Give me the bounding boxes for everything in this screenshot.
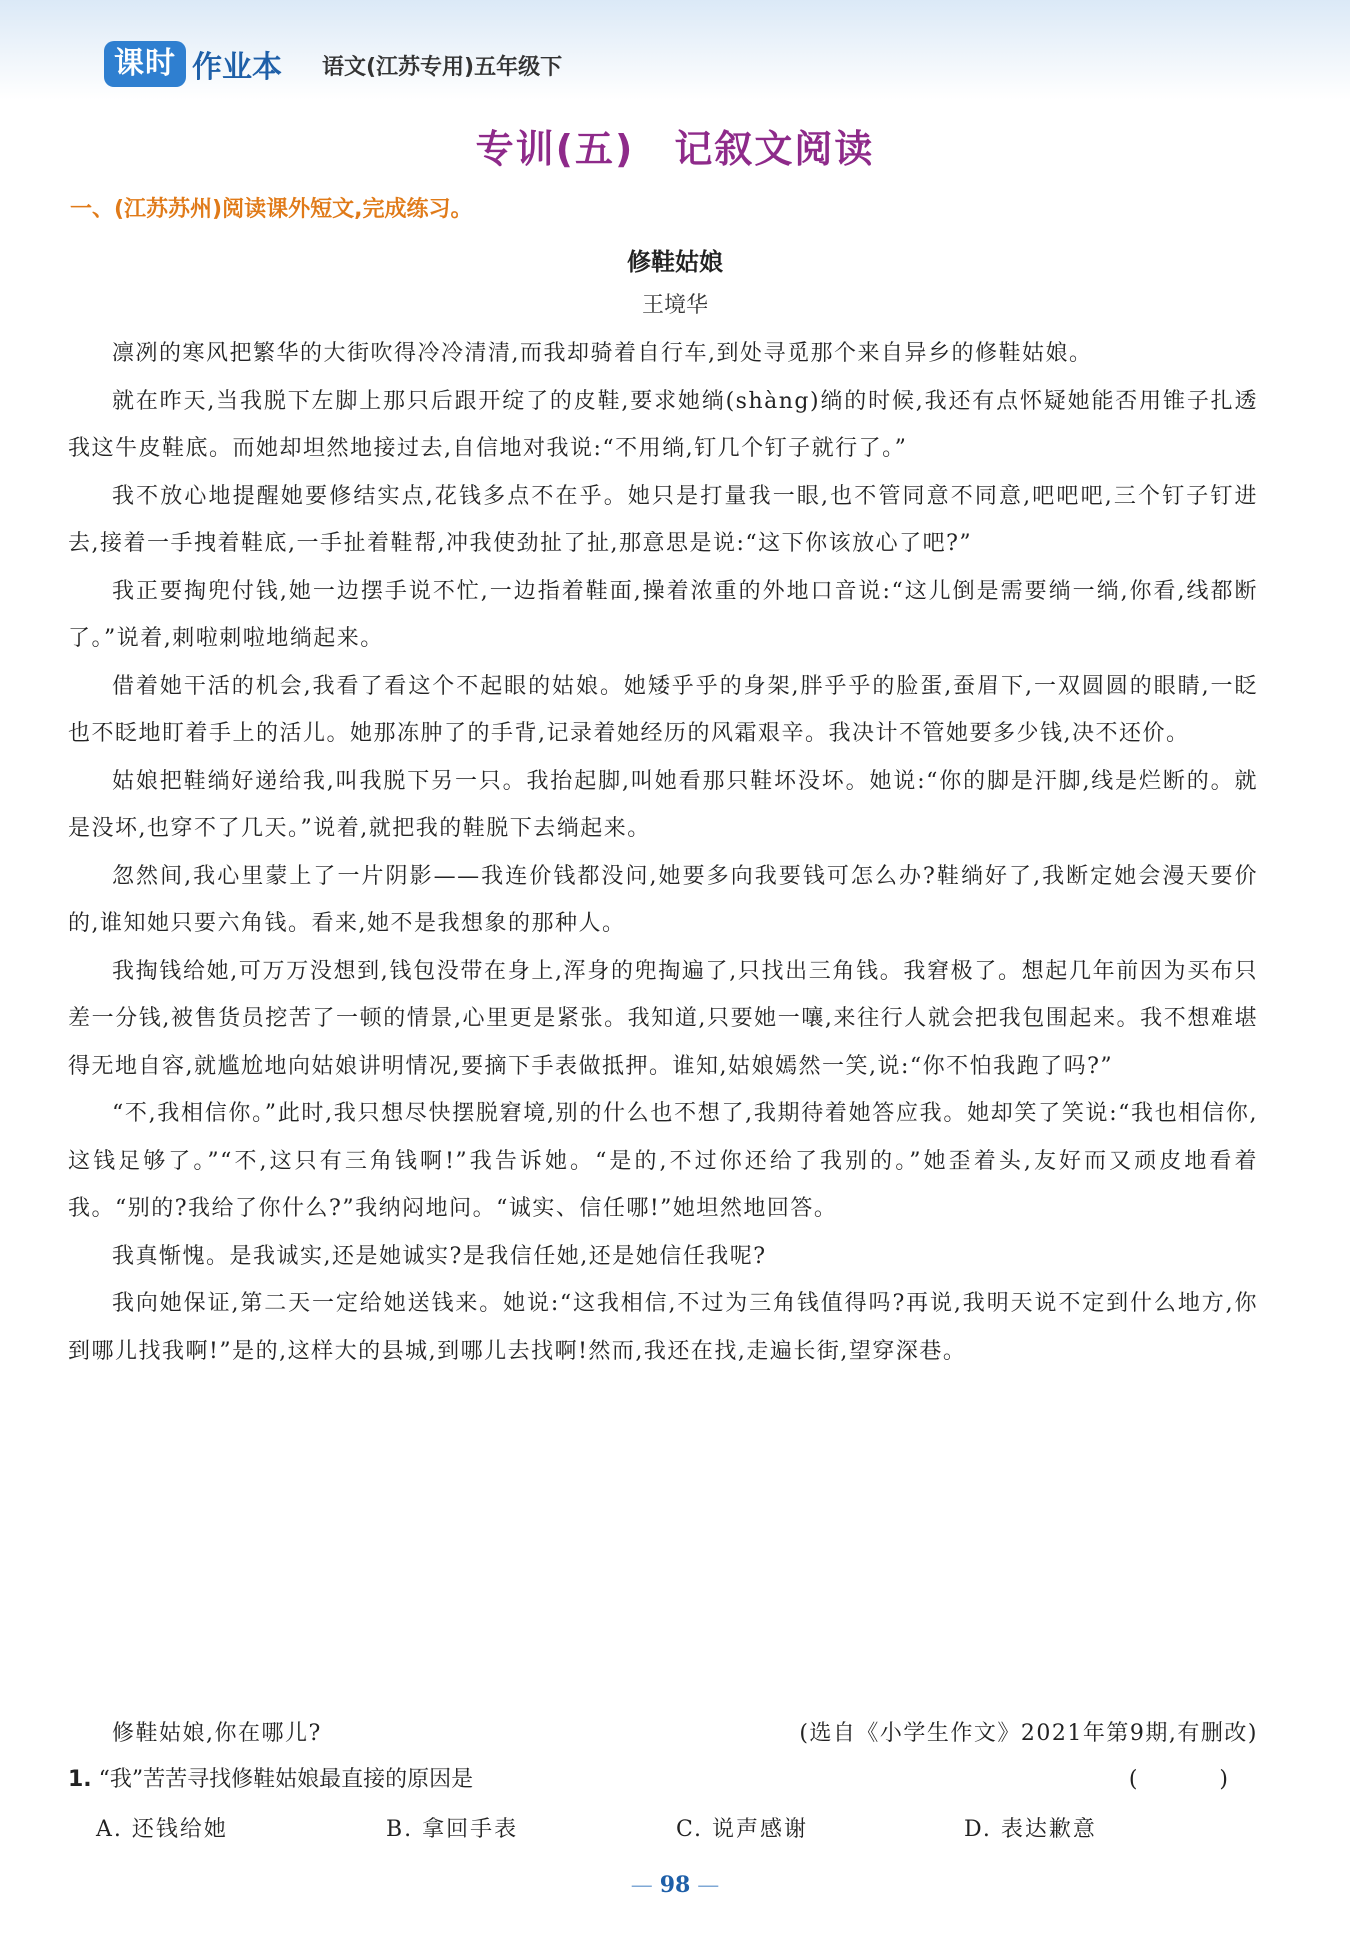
paragraph: 我向她保证,第二天一定给她送钱来。她说:“这我相信,不过为三角钱值得吗?再说,我明天说不定到什么地方,你到哪儿找我啊!”是的,这样大的县城,到哪儿去找啊!然而,我还在找,走遍长街,望穿深巷。: [68, 1291, 1258, 1364]
option-b[interactable]: B. 拿回手表: [386, 1817, 519, 1842]
page-number-value: 98: [659, 1872, 691, 1898]
logo-badge: 课时: [104, 41, 186, 87]
paragraph: 我不放心地提醒她要修结实点,花钱多点不在乎。她只是打量我一眼,也不管同意不同意,吧吧吧,三个钉子钉进去,接着一手拽着鞋底,一手扯着鞋帮,冲我使劲扯了扯,那意思是说:“这下你该放心了吧?”: [68, 483, 1258, 556]
paragraph: 姑娘把鞋绱好递给我,叫我脱下另一只。我抬起脚,叫她看那只鞋坏没坏。她说:“你的脚是汗脚,线是烂断的。就是没坏,也穿不了几天。”说着,就把我的鞋脱下去绱起来。: [68, 768, 1258, 841]
paragraph: 我正要掏兜付钱,她一边摆手说不忙,一边指着鞋面,操着浓重的外地口音说:“这儿倒是需要绱一绱,你看,线都断了。”说着,刺啦刺啦地绱起来。: [68, 578, 1258, 651]
question-text: “我”苦苦寻找修鞋姑娘最直接的原因是: [98, 1767, 474, 1792]
story-author: 王境华: [641, 293, 708, 318]
paragraph: 就在昨天,当我脱下左脚上那只后跟开绽了的皮鞋,要求她绱(shàng)绱的时候,我还有点怀疑她能否用锥子扎透我这牛皮鞋底。而她却坦然地接过去,自信地对我说:“不用绱,钉几个钉子就行了。”: [68, 388, 1258, 461]
question-number: 1.: [68, 1767, 92, 1792]
story-title: 修鞋姑娘: [627, 248, 723, 276]
subject-label: 语文(江苏专用)五年级下: [322, 55, 563, 80]
question-1: [68, 1758, 1258, 1802]
book-logo: [104, 40, 282, 88]
page-number-dash-right: —: [690, 1873, 720, 1898]
option-c[interactable]: C. 说声感谢: [676, 1817, 809, 1842]
option-d[interactable]: D. 表达歉意: [964, 1817, 1097, 1842]
paragraph: 我真惭愧。是我诚实,还是她诚实?是我信任她,还是她信任我呢?: [112, 1243, 767, 1269]
paragraph: “不,我相信你。”此时,我只想尽快摆脱窘境,别的什么也不想了,我期待着她答应我。她却笑了笑说:“我也相信你,这钱足够了。”“不,这只有三角钱啊!”我告诉她。“是的,不过你还给了我别的。”她歪着头,友好而又顽皮地看着我。“别的?我给了你什么?”我纳闷地问。“诚实、信任哪!”她坦然地回答。: [68, 1101, 1258, 1221]
paragraph: 借着她干活的机会,我看了看这个不起眼的姑娘。她矮乎乎的身架,胖乎乎的脸蛋,蚕眉下,一双圆圆的眼睛,一眨也不眨地盯着手上的活儿。她那冻肿了的手背,记录着她经历的风霜艰辛。我决计不管她要多少钱,决不还价。: [68, 673, 1258, 746]
story-body: [68, 330, 1258, 1375]
page-title: 专训(五) 记叙文阅读: [475, 127, 875, 171]
paragraph: 忽然间,我心里蒙上了一片阴影——我连价钱都没问,她要多向我要钱可怎么办?鞋绱好了,我断定她会漫天要价的,谁知她只要六角钱。看来,她不是我想象的那种人。: [68, 863, 1258, 936]
paragraph: 凛冽的寒风把繁华的大街吹得冷冷清清,而我却骑着自行车,到处寻觅那个来自异乡的修鞋姑娘。: [112, 341, 1093, 366]
logo-text: 作业本: [192, 50, 282, 85]
closing-line: 修鞋姑娘,你在哪儿?: [112, 1721, 322, 1746]
source-citation: (选自《小学生作文》2021年第9期,有删改): [799, 1721, 1258, 1746]
answer-options: [96, 1808, 1236, 1852]
page-number: [0, 1872, 1350, 1898]
page-number-dash-left: —: [630, 1873, 660, 1898]
section-heading: 一、(江苏苏州)阅读课外短文,完成练习。: [70, 197, 473, 222]
closing-row: [68, 1710, 1258, 1757]
paragraph: 我掏钱给她,可万万没想到,钱包没带在身上,浑身的兜掏遍了,只找出三角钱。我窘极了。想起几年前因为买布只差一分钱,被售货员挖苦了一顿的情景,心里更是紧张。我知道,只要她一嚷,来往行人就会把我包围起来。我不想难堪得无地自容,就尴尬地向姑娘讲明情况,要摘下手表做抵押。谁知,姑娘嫣然一笑,说:“你不怕我跑了吗?”: [68, 958, 1258, 1079]
answer-blank[interactable]: ( ): [1128, 1767, 1258, 1792]
option-a[interactable]: A. 还钱给她: [96, 1817, 228, 1842]
